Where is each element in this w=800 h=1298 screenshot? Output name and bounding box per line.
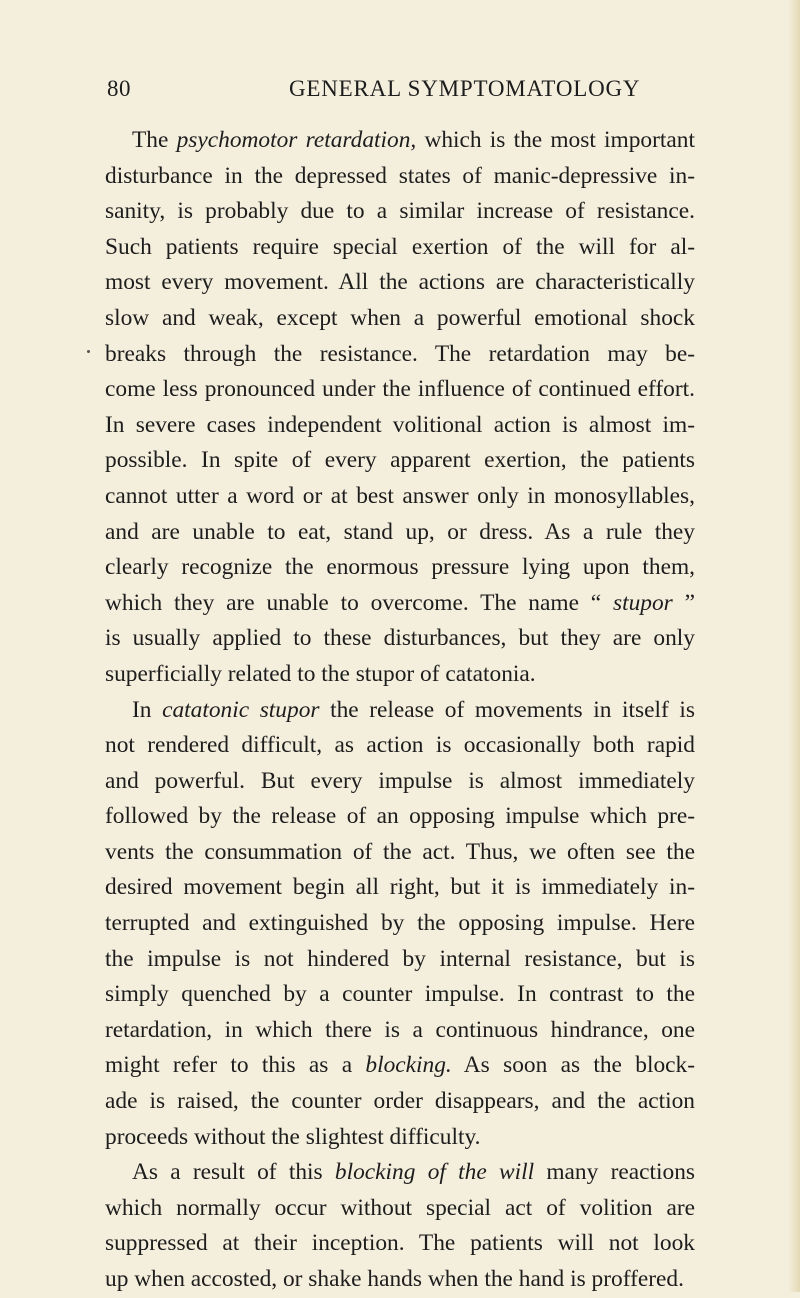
text-line — [105, 301, 695, 337]
text-run: followed by the release of an opposing impulse which pre- — [105, 803, 695, 830]
text-run: terrupted and extinguished by the opposing impulse. Here — [105, 910, 695, 937]
text-line — [105, 443, 695, 479]
text-line — [105, 621, 695, 657]
text-run: slow and weak, except when a powerful emotional shock — [105, 304, 695, 331]
italic-term: psychomotor retardation, — [176, 127, 417, 153]
text-line — [105, 230, 695, 266]
text-run: superficially related to the stupor of catatonia. — [105, 660, 536, 687]
text-line — [105, 372, 695, 408]
text-line — [105, 408, 695, 444]
margin-mark — [87, 350, 90, 353]
text-run: In — [132, 696, 163, 723]
italic-term: blocking. — [365, 1052, 452, 1079]
text-run: sanity, is probably due to a similar increase of resistance. — [105, 198, 695, 225]
text-line — [105, 1226, 695, 1262]
text-line — [105, 586, 695, 622]
running-head: GENERAL SYMPTOMATOLOGY — [289, 76, 641, 101]
page-header — [107, 76, 695, 106]
text-run: The — [132, 127, 177, 153]
text-run: not rendered difficult, as action is occasionally both rapid — [105, 732, 695, 759]
text-run: ade is raised, the counter order disappears, and the action — [105, 1088, 695, 1115]
text-run: ” — [672, 589, 696, 616]
text-run: As soon as the block- — [451, 1052, 696, 1079]
text-line — [105, 1120, 695, 1156]
text-line — [105, 265, 695, 301]
italic-term: stupor — [613, 589, 673, 616]
text-line — [105, 906, 695, 942]
text-line — [105, 1048, 695, 1084]
text-line — [105, 194, 695, 230]
text-run: and are unable to eat, stand up, or dress. As a rule they — [105, 518, 695, 545]
text-run: the release of movements in itself is — [319, 696, 695, 723]
text-run: disturbance in the depressed states of manic-depressive in- — [105, 162, 695, 189]
text-line — [105, 159, 695, 195]
text-run: and powerful. But every impulse is almost immediately — [105, 767, 695, 794]
text-run: simply quenched by a counter impulse. In contrast to the — [105, 981, 695, 1008]
text-line — [105, 1013, 695, 1049]
text-line — [105, 479, 695, 515]
text-run: might refer to this as a — [105, 1052, 366, 1079]
text-run: which normally occur without special act of volition are — [105, 1194, 695, 1221]
text-line — [105, 515, 695, 551]
text-line — [105, 728, 695, 764]
text-run: In severe cases independent volitional action is almost im- — [105, 411, 695, 438]
text-run: As a result of this — [132, 1159, 335, 1186]
text-run: up when accosted, or shake hands when the hand is proffered. — [105, 1266, 684, 1292]
text-run: proceeds without the slightest difficulty. — [105, 1123, 481, 1150]
text-line — [105, 337, 695, 373]
text-line — [105, 942, 695, 978]
text-run: possible. In spite of every apparent exertion, the patients — [105, 447, 695, 474]
text-run: breaks through the resistance. The retardation may be- — [105, 340, 695, 367]
text-run: vents the consummation of the act. Thus, we often see the — [105, 838, 695, 865]
text-line — [105, 764, 695, 800]
italic-term: blocking of the will — [334, 1159, 535, 1186]
text-run: the impulse is not hindered by internal resistance, but is — [105, 945, 695, 972]
text-line — [105, 835, 695, 871]
page-edge-shadow — [788, 0, 800, 1292]
body-text — [105, 123, 695, 1298]
text-run: suppressed at their inception. The patients will not look — [105, 1230, 695, 1257]
text-run: retardation, in which there is a continuous hindrance, one — [105, 1016, 695, 1043]
text-run: is usually applied to these disturbances, but they are only — [105, 625, 695, 652]
text-line — [105, 870, 695, 906]
text-line — [105, 1191, 695, 1227]
text-run: cannot utter a word or at best answer only in monosyllables, — [105, 482, 695, 509]
text-line — [105, 1155, 695, 1191]
text-run: Such patients require special exertion of the will for al- — [105, 233, 695, 260]
text-run: which they are unable to overcome. The name “ — [105, 589, 613, 616]
text-line — [105, 657, 695, 693]
text-line — [105, 799, 695, 835]
text-run: which is the most important — [416, 127, 695, 153]
text-run: many reactions — [534, 1159, 695, 1186]
text-run: desired movement begin all right, but it is immediately in- — [105, 874, 695, 901]
italic-term: catatonic stupor — [162, 696, 320, 723]
text-line — [105, 550, 695, 586]
text-line — [105, 1084, 695, 1120]
text-run: most every movement. All the actions are characteristically — [105, 269, 695, 296]
text-line — [105, 1262, 695, 1298]
text-line — [105, 977, 695, 1013]
page-number: 80 — [107, 76, 131, 101]
text-line — [105, 693, 695, 729]
text-run: come less pronounced under the influence of continued effort. — [105, 376, 695, 403]
text-line — [105, 123, 695, 159]
text-run: clearly recognize the enormous pressure lying upon them, — [105, 554, 695, 581]
